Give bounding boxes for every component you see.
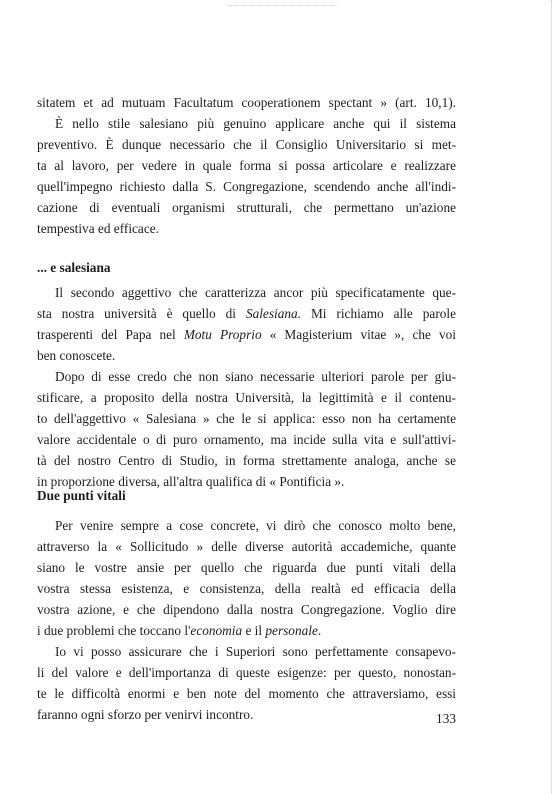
paragraph-2 [37, 282, 456, 492]
italic-text: Motu Proprio [183, 327, 262, 342]
paragraph-3 [37, 515, 456, 725]
text-line: te le difficoltà enormi e ben note del momento che attraversiamo, essi [37, 686, 456, 701]
page-edge-rule [551, 0, 552, 794]
text-run: Mi richiamo alle parole [310, 306, 457, 321]
text-line: valore accidentale o di puro ornamento, ma incide sulla vita e sull'attivi- [37, 432, 456, 447]
section-heading-due-punti-vitali: Due punti vitali [37, 488, 126, 503]
page-number: 133 [436, 711, 456, 726]
text-line [37, 303, 456, 324]
italic-text: economia [190, 623, 243, 638]
scan-artifact [228, 5, 338, 10]
text-run: i due problemi che toccano l' [37, 623, 191, 638]
section-heading-salesiana: ... e salesiana [37, 260, 111, 275]
text-line: attraverso la « Sollicitudo » delle diverse autorità accademiche, quante [37, 539, 456, 554]
text-line: in proporzione diversa, all'altra qualifica di « Pontificia ». [37, 474, 345, 489]
text-line: vostra azione, e che dipendono dalla nostra Congregazione. Voglio dire [37, 602, 456, 617]
text-line: to dell'aggettivo « Salesiana » che le si applica: esso non ha certamente [37, 411, 456, 426]
text-line: faranno ogni sforzo per venirvi incontro. [37, 707, 254, 722]
text-line: Dopo di esse credo che non siano necessarie ulteriori parole per giu- [55, 369, 456, 384]
text-line: stificare, a proposito della nostra Università, la legittimità e il contenu- [37, 390, 456, 405]
text-line: Il secondo aggettivo che caratterizza ancor più specificatamente que- [55, 285, 456, 300]
text-line: È nello stile salesiano più genuino applicare anche qui il sistema [55, 116, 456, 131]
text-line: tempestiva ed efficace. [37, 221, 159, 236]
text-line: Io vi posso assicurare che i Superiori sono perfettamente consapevo- [55, 644, 456, 659]
text-run: . [317, 623, 322, 638]
text-line: quell'impegno richiesto dalla S. Congregazione, scendendo anche all'indi- [37, 179, 456, 194]
italic-text: Salesiana. [245, 306, 301, 321]
text-run: sta nostra università è quello di [37, 306, 236, 321]
text-line [37, 324, 456, 345]
text-line: ben conoscete. [37, 348, 116, 363]
text-line: ta al lavoro, per vedere in quale forma si possa articolare e realizzare [37, 158, 456, 173]
text-line: li del valore e dell'importanza di queste esigenze: per questo, nonostan- [37, 665, 456, 680]
text-run: trasperenti del Papa nel [37, 327, 176, 342]
text-line: sitatem et ad mutuam Facultatum cooperationem spectant » (art. 10,1). [37, 95, 456, 110]
text-line: vostra stessa esistenza, e consistenza, della realtà ed efficacia della [37, 581, 456, 596]
italic-text: personale [265, 623, 318, 638]
text-line: cazione di eventuali organismi strutturali, che permettano un'azione [37, 200, 456, 215]
paragraph-1 [37, 92, 456, 239]
text-line: Per venire sempre a cose concrete, vi dirò che conosco molto bene, [55, 518, 456, 533]
text-line: preventivo. È dunque necessario che il Consiglio Universitario si met- [37, 137, 456, 152]
text-line: siano le vostre ansie per quello che riguarda due punti vitali della [37, 560, 456, 575]
text-line: tà del nostro Centro di Studio, in forma strettamente analoga, anche se [37, 453, 456, 468]
text-line [37, 620, 456, 641]
text-run: e il [245, 623, 263, 638]
text-run: « Magisterium vitae », che voi [269, 327, 456, 342]
